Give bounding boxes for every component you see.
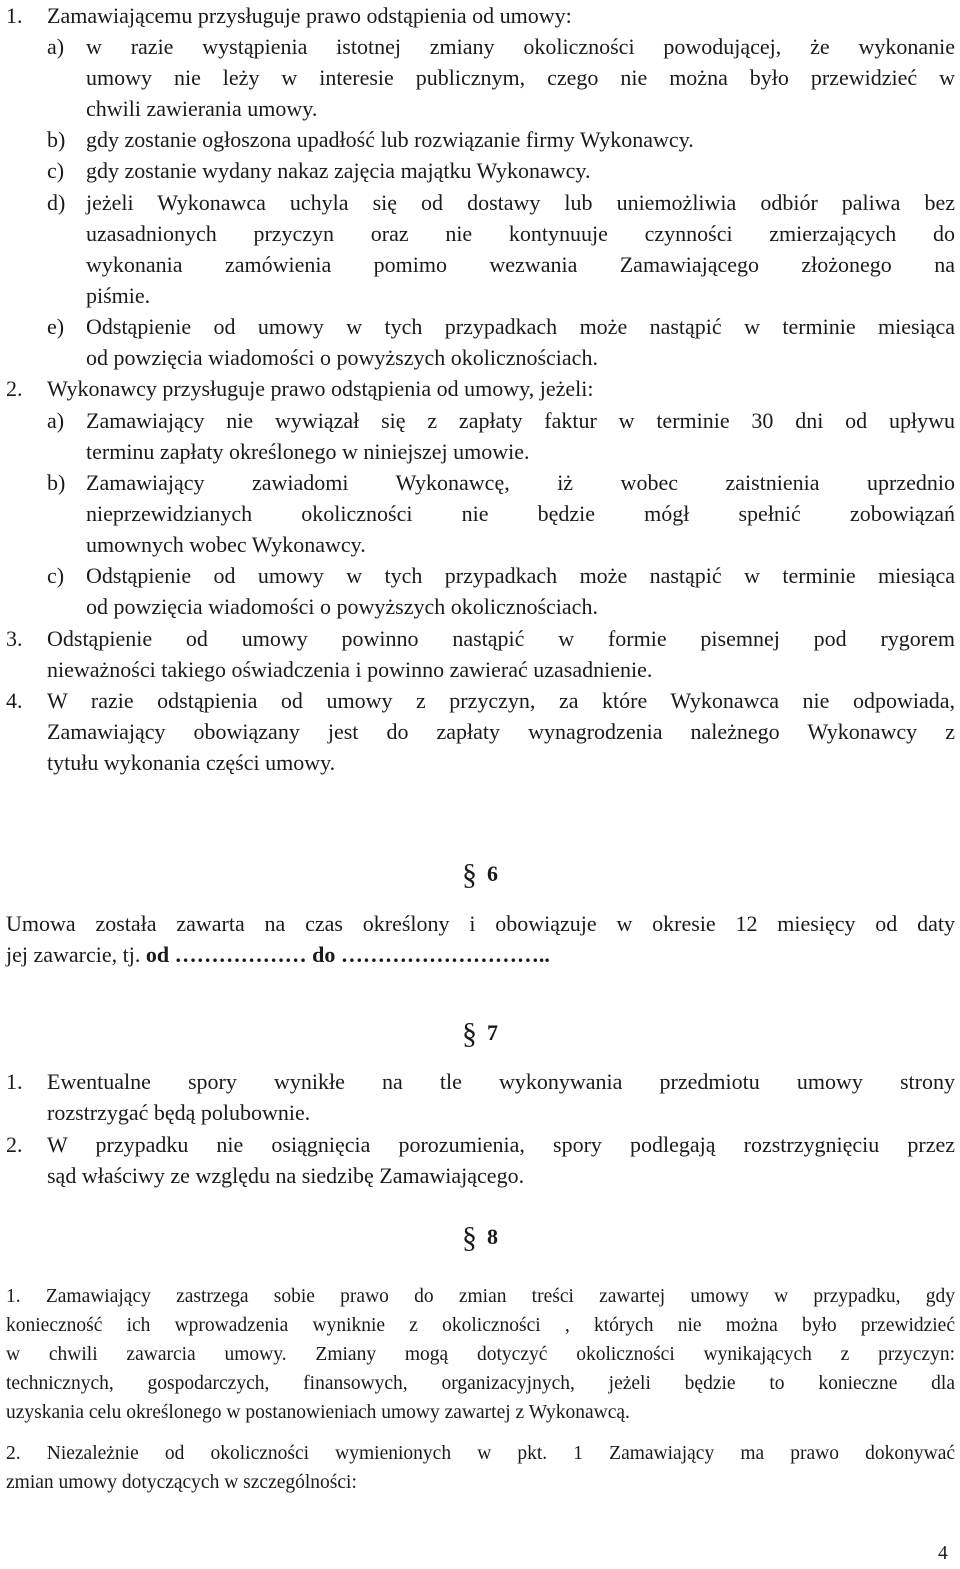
item-text: W razie odstąpienia od umowy z przyczyn, za które Wykonawca nie odpowiada, [47, 688, 955, 713]
item-text: W przypadku nie osiągnięcia porozumienia, spory podlegają rozstrzygnięciu przez [47, 1132, 955, 1157]
subitem-label: a) [47, 34, 65, 59]
item-text: rozstrzygać będą polubownie. [47, 1100, 311, 1125]
subitem-text: umowy nie leży w interesie publicznym, czego nie można było przewidzieć w [86, 65, 955, 90]
subitem-text: wykonania zamówienia pomimo wezwania Zamawiającego złożonego na [86, 252, 955, 277]
section-number: 7 [487, 1020, 498, 1045]
paragraph-sign: § [462, 1221, 477, 1254]
item-number: 2. [6, 1132, 23, 1157]
subitem-text: Odstąpienie od umowy w tych przypadkach może nastąpić w terminie miesiąca [86, 314, 955, 339]
item-text: sąd właściwy ze względu na siedzibę Zamawiającego. [47, 1163, 525, 1188]
item-text: tytułu wykonania części umowy. [47, 750, 336, 775]
subitem-text: nieprzewidzianych okoliczności nie będzie mógł spełnić zobowiązań [86, 501, 955, 526]
subitem-text: Odstąpienie od umowy w tych przypadkach może nastąpić w terminie miesiąca [86, 563, 955, 588]
section-text: 1. Zamawiający zastrzega sobie prawo do zmian treści zawartej umowy w przypadku, gdy [6, 1286, 955, 1307]
contract-date-range: od ……………… do ……………………….. [145, 942, 550, 967]
item-text: nieważności takiego oświadczenia i powinno zawierać uzasadnienie. [47, 657, 653, 682]
section-text [6, 939, 550, 970]
item-number: 3. [6, 626, 23, 651]
subitem-text: piśmie. [86, 283, 151, 308]
subitem-text: gdy zostanie ogłoszona upadłość lub rozwiązanie firmy Wykonawcy. [86, 127, 694, 152]
section-text: zmian umowy dotyczących w szczególności: [6, 1472, 357, 1493]
page-number: 4 [938, 1543, 948, 1564]
paragraph-sign: § [462, 858, 477, 891]
subitem-text: od powzięcia wiadomości o powyższych okolicznościach. [86, 345, 598, 370]
subitem-text: terminu zapłaty określonego w niniejszej umowie. [86, 439, 530, 464]
subitem-label: a) [47, 408, 65, 433]
section-number: 8 [487, 1224, 498, 1249]
subitem-text: w razie wystąpienia istotnej zmiany okoliczności powodującej, że wykonanie [86, 34, 955, 59]
section-number: 6 [487, 861, 498, 886]
subitem-text: od powzięcia wiadomości o powyższych okolicznościach. [86, 594, 598, 619]
subitem-text: jeżeli Wykonawca uchyla się od dostawy lub uniemożliwia odbiór paliwa bez [86, 190, 955, 215]
subitem-label: c) [47, 563, 65, 588]
section-heading-8 [462, 1221, 498, 1255]
item-text: Odstąpienie od umowy powinno nastąpić w formie pisemnej pod rygorem [47, 626, 955, 651]
item-number: 1. [6, 1069, 23, 1094]
item-number: 4. [6, 688, 23, 713]
item-number: 2. [6, 376, 23, 401]
section-text: technicznych, gospodarczych, finansowych, organizacyjnych, jeżeli będzie to konieczne dla [6, 1373, 955, 1394]
subitem-text: Zamawiający nie wywiązał się z zapłaty faktur w terminie 30 dni od upływu [86, 408, 955, 433]
item-text: Wykonawcy przysługuje prawo odstąpienia od umowy, jeżeli: [47, 376, 594, 401]
subitem-label: e) [47, 314, 65, 339]
subitem-label: b) [47, 127, 66, 152]
subitem-text: Zamawiający zawiadomi Wykonawcę, iż wobec zaistnienia uprzednio [86, 470, 955, 495]
section-text: Umowa została zawarta na czas określony i obowiązuje w okresie 12 miesięcy od daty [6, 911, 955, 936]
subitem-label: b) [47, 470, 66, 495]
contract-date-prefix: jej zawarcie, tj. [6, 942, 141, 967]
section-text: konieczność ich wprowadzenia wyniknie z okoliczności , których nie można było przewidzieć [6, 1315, 955, 1336]
section-text: w chwili zawarcia umowy. Zmiany mogą dotyczyć okoliczności wynikających z przyczyn: [6, 1344, 955, 1365]
section-heading-6 [462, 858, 498, 892]
subitem-text: gdy zostanie wydany nakaz zajęcia majątku Wykonawcy. [86, 158, 591, 183]
item-text: Ewentualne spory wynikłe na tle wykonywania przedmiotu umowy strony [47, 1069, 955, 1094]
subitem-text: umownych wobec Wykonawcy. [86, 532, 366, 557]
subitem-text: uzasadnionych przyczyn oraz nie kontynuuje czynności zmierzających do [86, 221, 955, 246]
section-text: 2. Niezależnie od okoliczności wymienionych w pkt. 1 Zamawiający ma prawo dokonywać [6, 1443, 955, 1464]
paragraph-sign: § [462, 1017, 477, 1050]
item-number: 1. [6, 3, 23, 28]
item-text: Zamawiającemu przysługuje prawo odstąpienia od umowy: [47, 3, 572, 28]
item-text: Zamawiający obowiązany jest do zapłaty wynagrodzenia należnego Wykonawcy z [47, 719, 955, 744]
subitem-label: d) [47, 190, 66, 215]
section-heading-7 [462, 1017, 498, 1051]
subitem-text: chwili zawierania umowy. [86, 96, 318, 121]
subitem-label: c) [47, 158, 65, 183]
section-text: uzyskania celu określonego w postanowieniach umowy zawartej z Wykonawcą. [6, 1402, 630, 1423]
